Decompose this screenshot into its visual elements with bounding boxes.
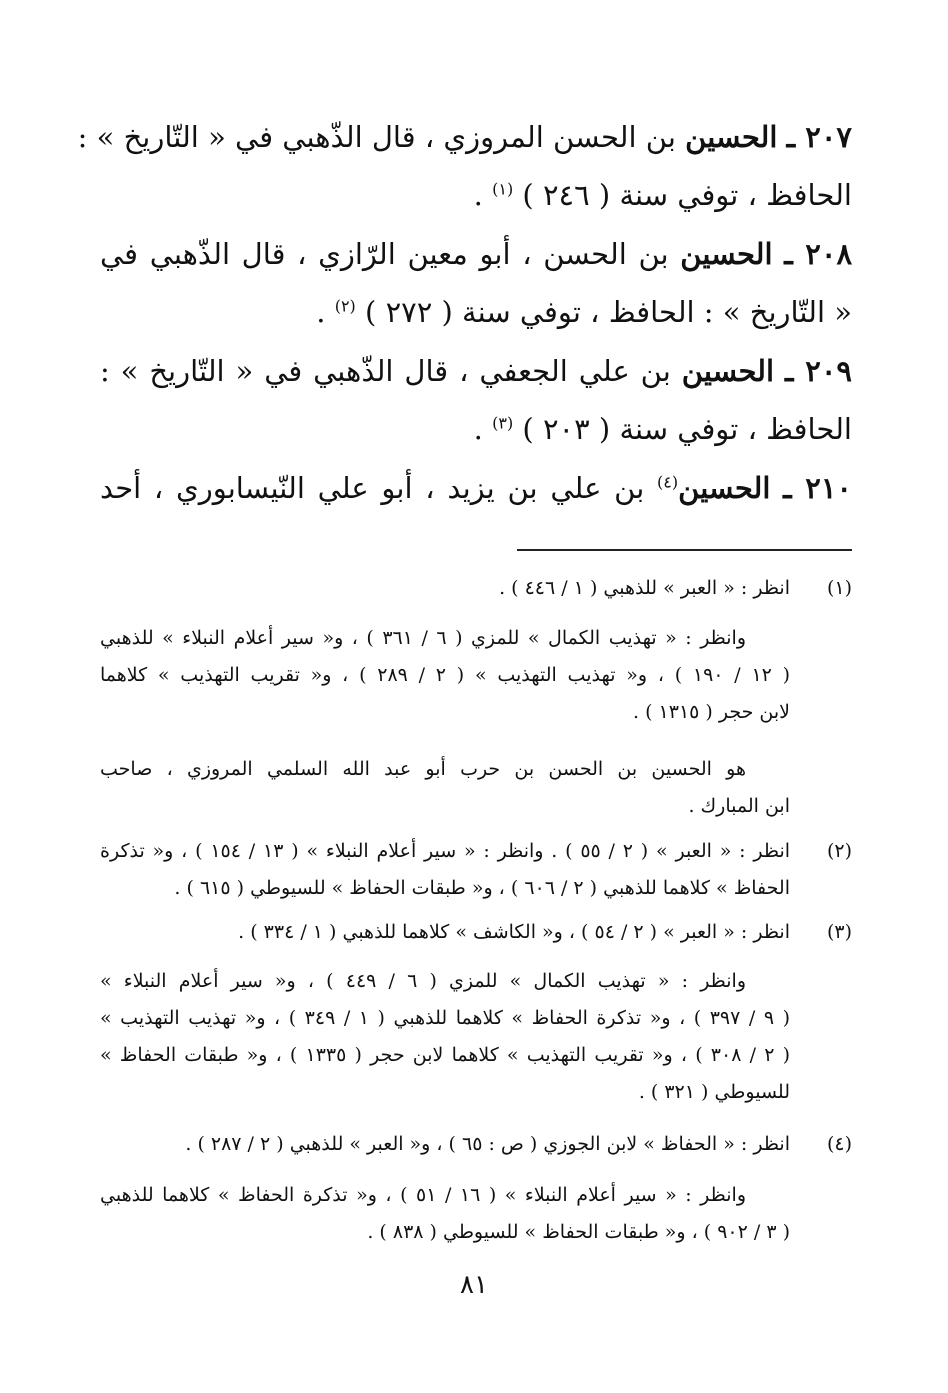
entry-number: ٢٠٧ ـ: [786, 120, 852, 154]
footnote-line: ابن المبارك .: [688, 795, 790, 817]
entry-text: بن الحسن المروزي ، قال الذّهبي في « التّاريخ » :: [77, 120, 686, 154]
footnote-1-note: [100, 751, 852, 825]
entry-number: ٢٠٩ ـ: [784, 354, 853, 388]
footnote-3-continued: [100, 963, 852, 1111]
entry-line: [100, 400, 852, 458]
entry-name: الحسين: [680, 237, 773, 271]
entry-text: الحافظ ، توفي سنة ( ٢٤٦ ): [522, 178, 852, 212]
footnote-1: [100, 570, 852, 607]
page-number: ٨١: [460, 1270, 488, 1300]
entry-line: [100, 459, 852, 517]
entry-line: [100, 342, 852, 400]
entry-line: [77, 108, 852, 166]
footnote-line: للسيوطي ( ٣٢١ ) .: [638, 1081, 790, 1103]
footnote-marker: (٤): [826, 1133, 852, 1155]
entry-209: [100, 342, 852, 458]
footnote-line: ( ١٢ / ١٩٠ ) ، و« تهذيب التهذيب » ( ٢ / ٢٨٩ ) ، و« تقريب التهذيب » كلاهما: [100, 664, 791, 686]
entry-name: الحسين: [678, 471, 771, 505]
entry-text: بن علي الجعفي ، قال الذّهبي في « التّاريخ » :: [100, 354, 682, 388]
entry-text: بن علي بن يزيد ، أبو علي النّيسابوري ، أحد: [100, 471, 658, 505]
footnote-line: ( ٣ / ٩٠٢ ) ، و« طبقات الحفاظ » للسيوطي ( ٨٣٨ ) .: [367, 1221, 790, 1243]
entry-line: [100, 283, 852, 341]
footnote-separator: [517, 549, 852, 551]
footnote-ref[interactable]: (١): [492, 179, 514, 199]
footnote-line: انظر : « العبر » للذهبي ( ١ / ٤٤٦ ) .: [499, 577, 790, 599]
entry-207: [77, 108, 852, 224]
footnote-ref[interactable]: (٢): [334, 296, 356, 316]
entry-210: [100, 459, 852, 517]
entry-name: الحسين: [681, 354, 775, 388]
footnote-marker: (١): [826, 577, 852, 599]
entry-line: [100, 225, 852, 283]
entry-text: « التّاريخ » : الحافظ ، توفي سنة ( ٢٧٢ ): [365, 295, 852, 329]
footnote-line: الحفاظ » كلاهما للذهبي ( ٢ / ٦٠٦ ) ، و« طبقات الحفاظ » للسيوطي ( ٦١٥ ) .: [174, 877, 790, 899]
footnote-1-continued: [100, 620, 852, 731]
footnote-line: ( ٩ / ٣٩٧ ) ، و« تذكرة الحفاظ » كلاهما للذهبي ( ١ / ٣٤٩ ) ، و« تهذيب التهذيب »: [100, 1007, 791, 1029]
footnote-line: انظر : « العبر » ( ٢ / ٥٤ ) ، و« الكاشف » كلاهما للذهبي ( ١ / ٣٣٤ ) .: [238, 921, 790, 943]
entry-text: بن الحسن ، أبو معين الرّازي ، قال الذّهبي في: [100, 237, 681, 271]
entry-number: ٢١٠ ـ: [783, 471, 853, 505]
entry-end: .: [473, 178, 493, 212]
footnote-line: وانظر : « تهذيب الكمال » للمزي ( ٦ / ٣٦١ ) ، و« سير أعلام النبلاء » للذهبي: [100, 627, 747, 649]
footnote-ref[interactable]: (٣): [492, 413, 514, 433]
footnote-line: انظر : « الحفاظ » لابن الجوزي ( ص : ٦٥ ) ، و« العبر » للذهبي ( ٢ / ٢٨٧ ) .: [185, 1133, 790, 1155]
footnote-line: هو الحسين بن الحسن بن حرب أبو عبد الله السلمي المروزي ، صاحب: [100, 758, 746, 780]
footnote-4: [100, 1126, 852, 1163]
footnote-marker: (٣): [826, 921, 852, 943]
entry-end: .: [316, 295, 335, 329]
footnote-line: ( ٢ / ٣٠٨ ) ، و« تقريب التهذيب » كلاهما لابن حجر ( ١٣٣٥ ) ، و« طبقات الحفاظ »: [100, 1044, 791, 1066]
entry-line: [100, 166, 852, 224]
footnote-line: انظر : « العبر » ( ٢ / ٥٥ ) . وانظر : « سير أعلام النبلاء » ( ١٣ / ١٥٤ ) ، و« تذكرة: [100, 840, 791, 862]
footnote-line: لابن حجر ( ١٣١٥ ) .: [633, 701, 790, 723]
entry-number: ٢٠٨ ـ: [784, 237, 853, 271]
entry-end: .: [473, 412, 493, 446]
footnote-line: وانظر : « سير أعلام النبلاء » ( ١٦ / ٥١ ) ، و« تذكرة الحفاظ » كلاهما للذهبي: [100, 1184, 746, 1206]
entry-text: الحافظ ، توفي سنة ( ٢٠٣ ): [522, 412, 852, 446]
footnote-line: وانظر : « تهذيب الكمال » للمزي ( ٦ / ٤٤٩ ) ، و« سير أعلام النبلاء »: [100, 970, 747, 992]
footnote-marker: (٢): [826, 840, 852, 862]
entry-208: [100, 225, 852, 341]
footnote-2: [100, 833, 852, 907]
footnote-3: [100, 914, 852, 951]
footnote-ref[interactable]: (٤): [657, 472, 679, 492]
entry-name: الحسين: [685, 120, 778, 154]
footnote-4-continued: [100, 1177, 852, 1251]
